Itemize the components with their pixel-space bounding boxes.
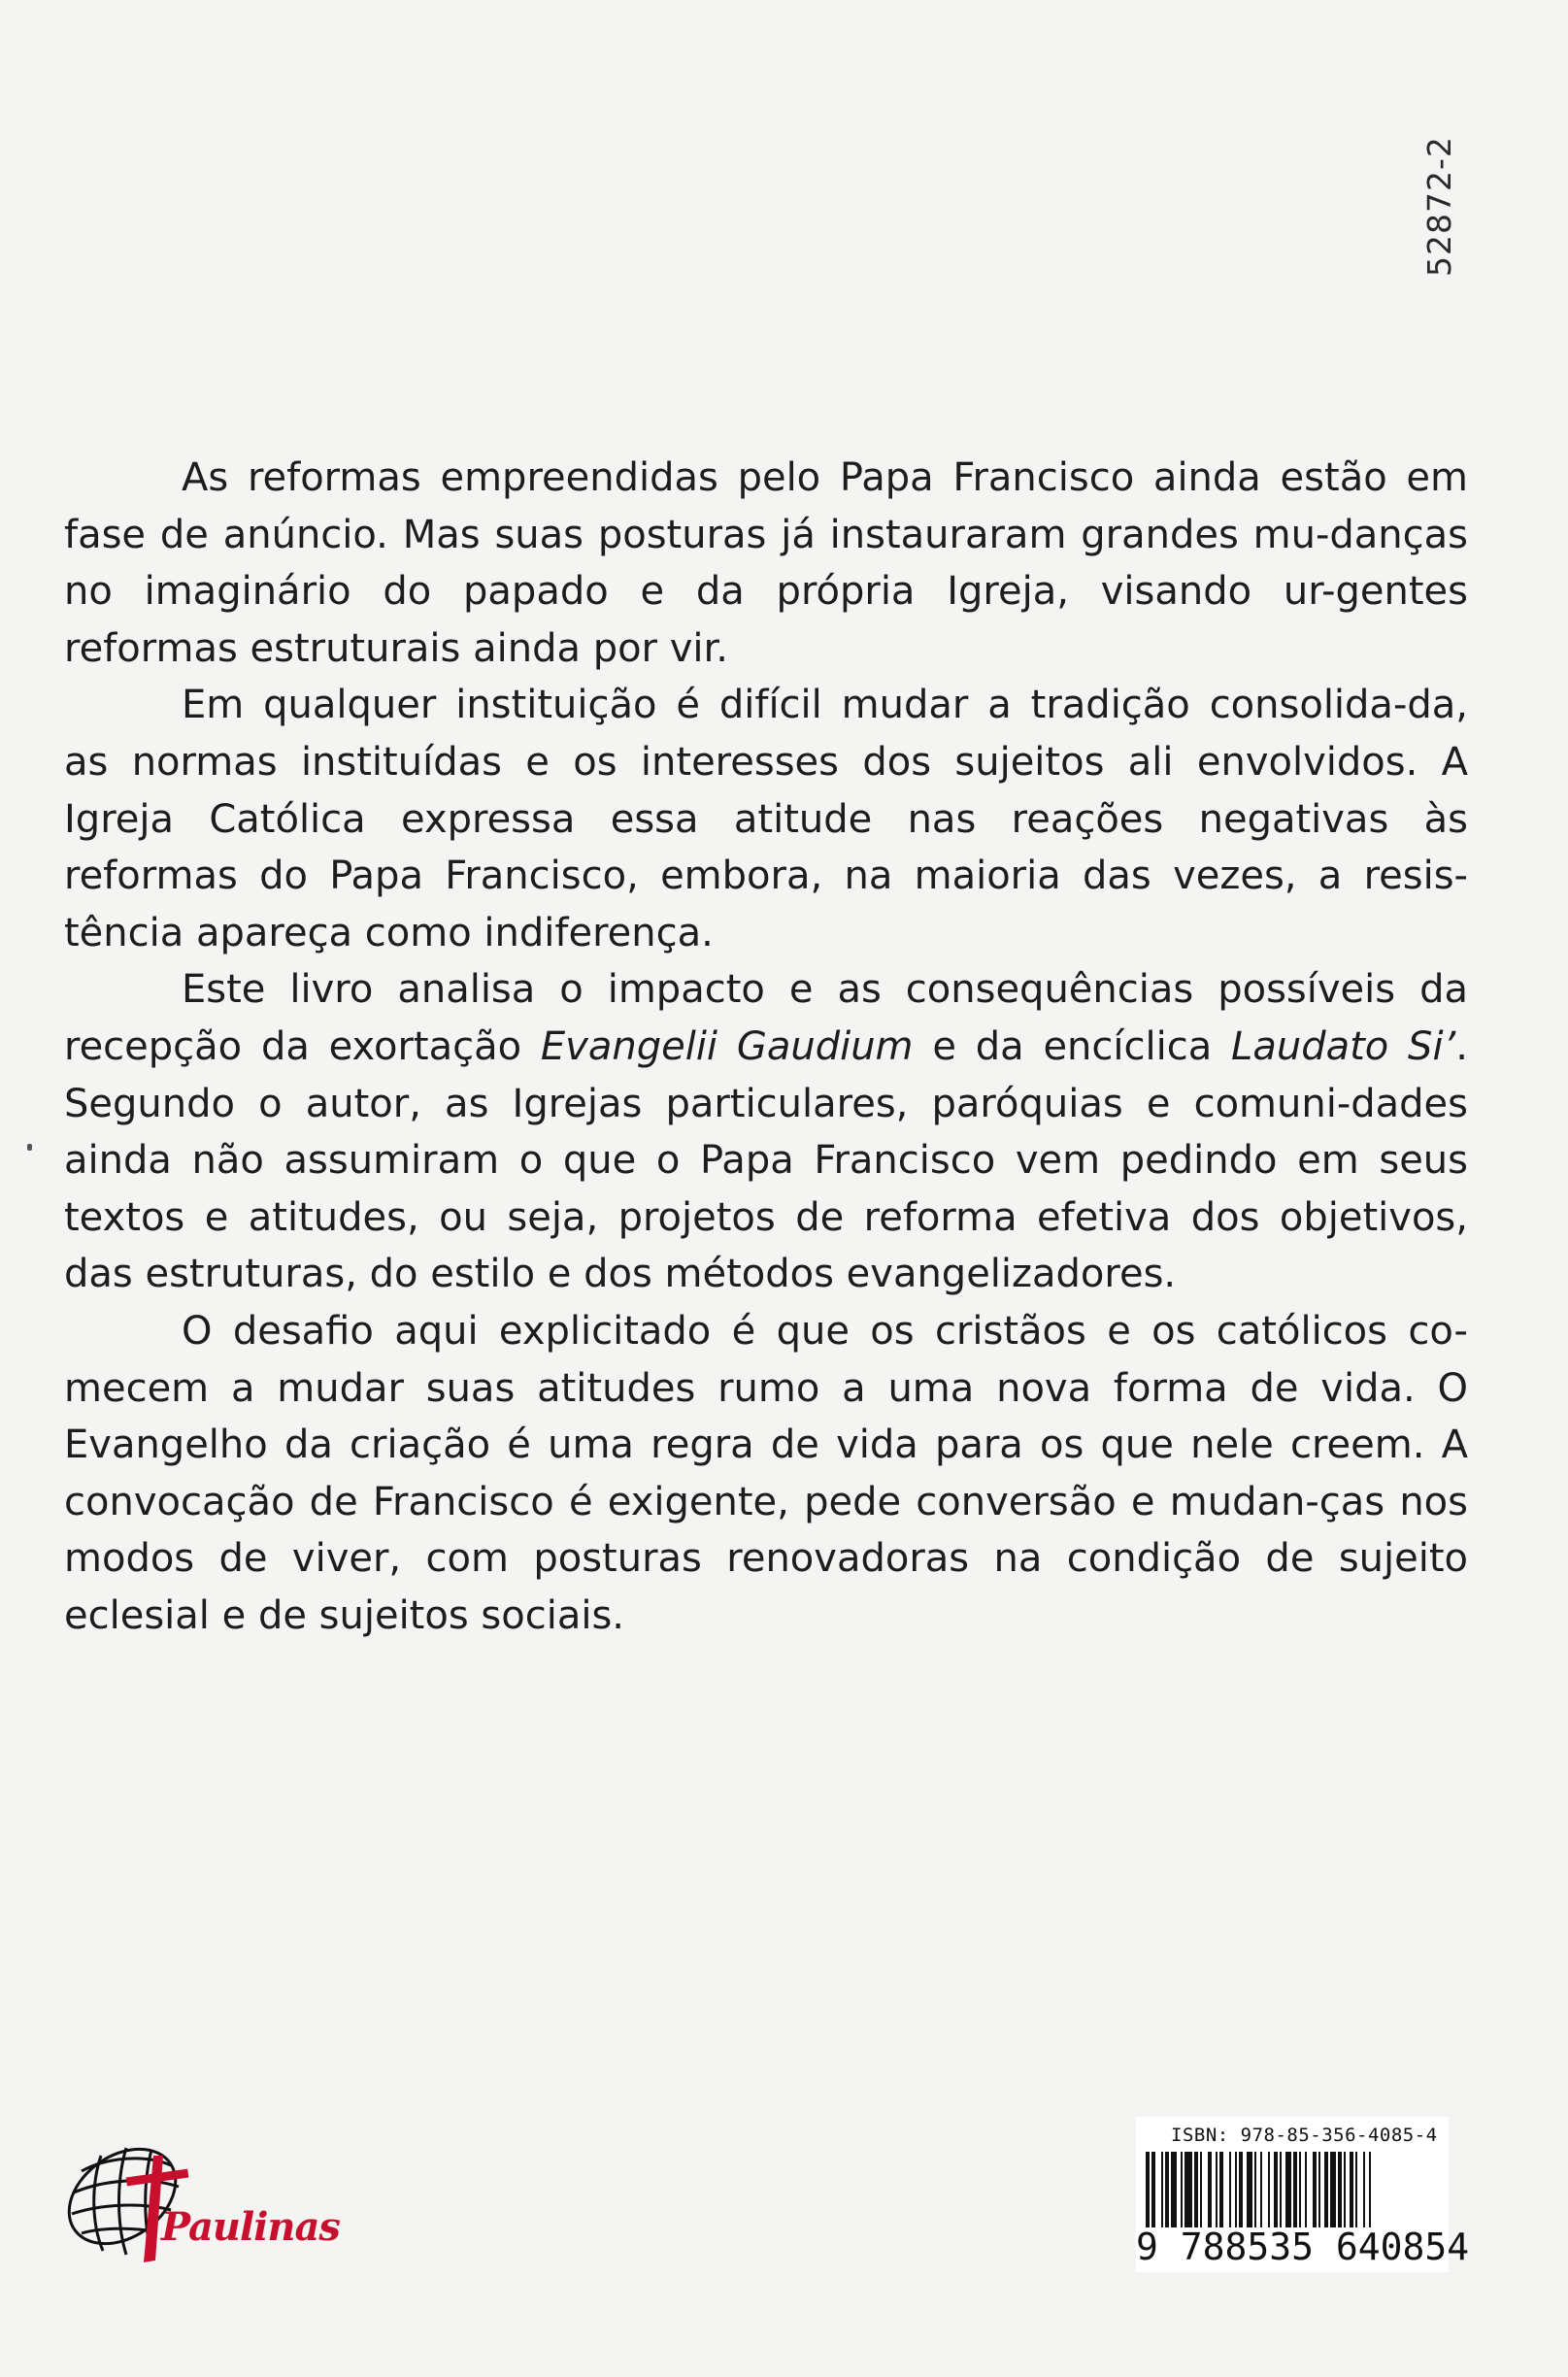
- italic-title: Laudato Si’: [1231, 1023, 1456, 1069]
- publisher-name: Paulinas: [161, 2204, 340, 2250]
- body-paragraph: [64, 450, 1468, 677]
- barcode-icon: [1144, 2152, 1441, 2227]
- text-run: . Segundo o autor, as Igrejas particulares, paróquias e comuni-dades ainda não assumiram o que o Papa Francisco vem pedindo em seus textos e atitudes, ou seja, projetos de reforma efetiva dos objetivos, das estruturas, do estilo e dos métodos evangelizadores.: [64, 1023, 1468, 1297]
- barcode-block: [1136, 2117, 1470, 2272]
- text-run: Este livro analisa o impacto e as consequências possíveis da recepção da exortação: [64, 967, 1468, 1069]
- ean-digits: 9 788535 640854: [1136, 2226, 1470, 2268]
- isbn-label: ISBN: 978-85-356-4085-4: [1171, 2125, 1438, 2146]
- body-paragraph: [64, 961, 1468, 1303]
- back-cover-text: [64, 450, 1468, 1644]
- body-paragraph: [64, 1303, 1468, 1645]
- text-run: As reformas empreendidas pelo Papa Francisco ainda estão em fase de anúncio. Mas suas posturas já instauraram grandes mu-danças no imaginário do papado e da própria Igreja, visando ur-gentes reformas estruturais ainda por vir.: [64, 455, 1468, 671]
- text-run: Em qualquer instituição é difícil mudar a tradição consolida-da, as normas instituídas e os interesses dos sujeitos ali envolvidos. A Igreja Católica expressa essa atitude nas reações negativas às reformas do Papa Francisco, embora, na maioria das vezes, a resis-tência apareça como indiferença.: [64, 683, 1468, 955]
- text-run: O desafio aqui explicitado é que os cristãos e os católicos co-mecem a mudar suas atitudes rumo a uma nova forma de vida. O Evangelho da criação é uma regra de vida para os que nele creem. A convocação de Francisco é exigente, pede conversão e mudan-ças nos modos de viver, com posturas renovadoras na condição de sujeito eclesial e de sujeitos sociais.: [64, 1308, 1468, 1638]
- body-paragraph: [64, 677, 1468, 961]
- catalog-code: 52872-2: [1420, 136, 1458, 277]
- print-speck: [27, 1144, 32, 1151]
- publisher-logo: [62, 2136, 340, 2282]
- text-run: e da encíclica: [913, 1023, 1232, 1069]
- italic-title: Evangelii Gaudium: [540, 1023, 914, 1069]
